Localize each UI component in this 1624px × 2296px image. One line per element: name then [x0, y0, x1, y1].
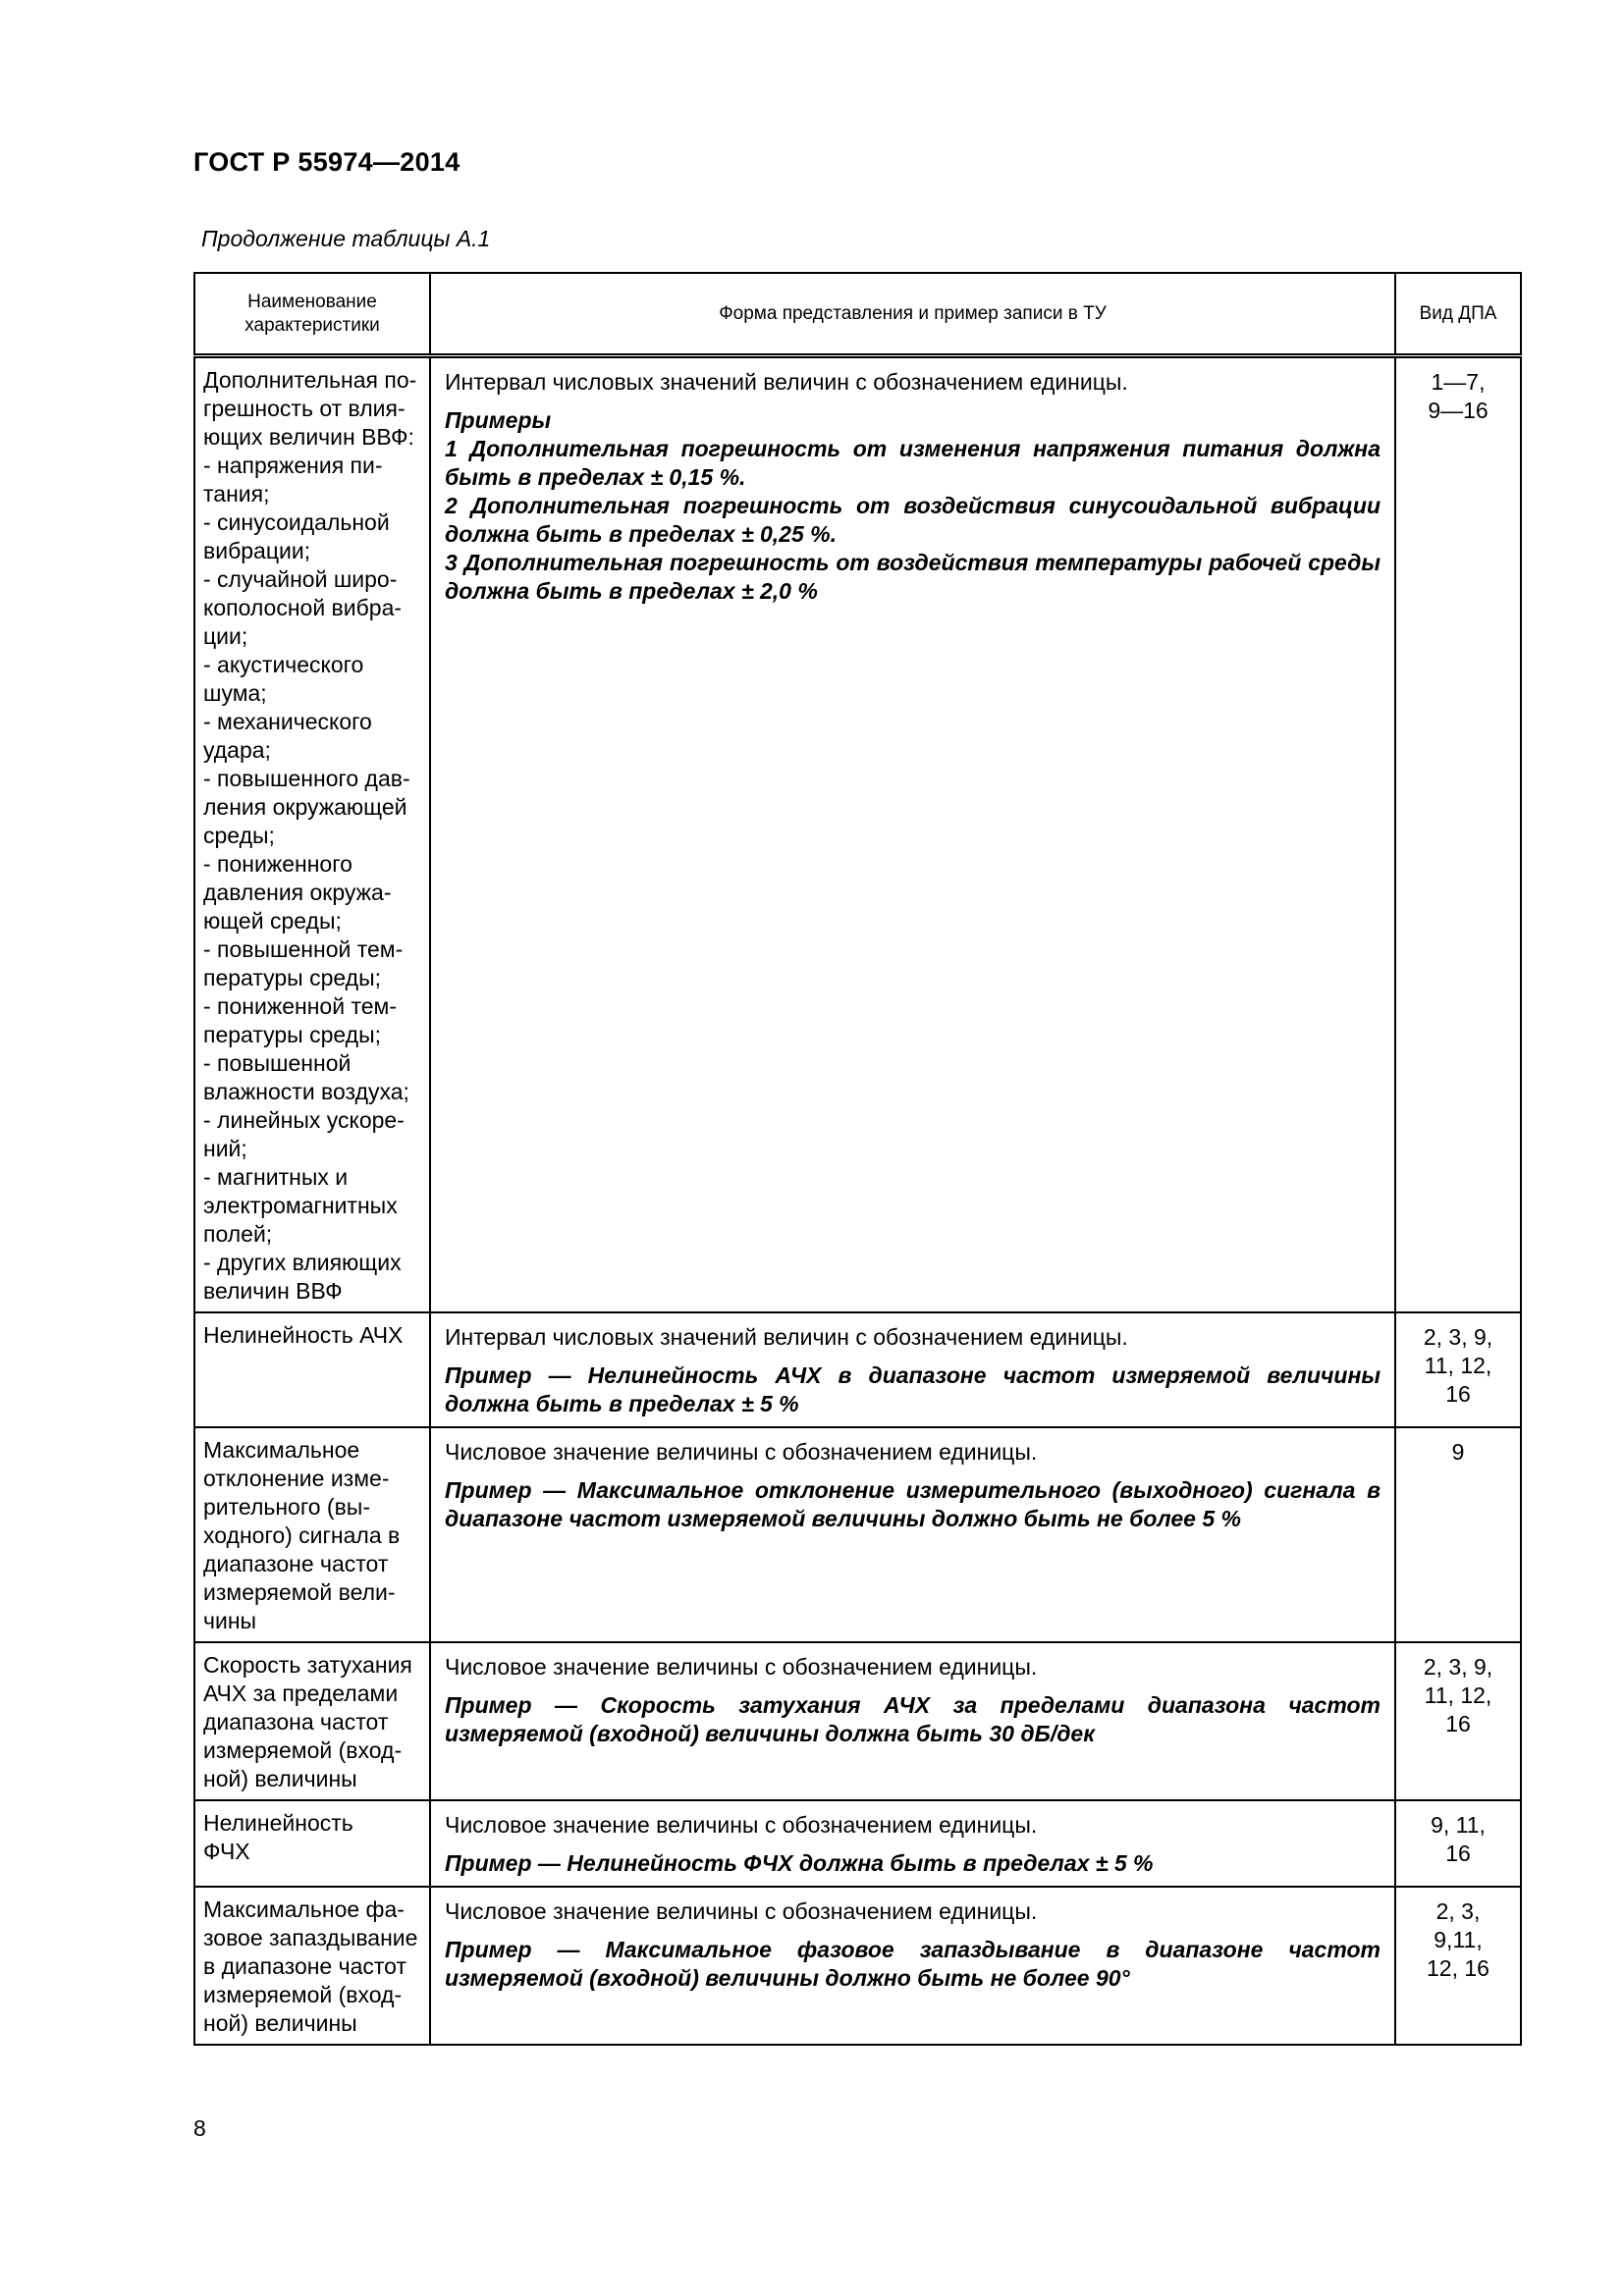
characteristic-name-line: измеряемой (вход- — [203, 1737, 403, 1763]
column-header-vid: Вид ДПА — [1395, 273, 1521, 356]
characteristics-table — [193, 272, 1522, 2046]
form-cell — [430, 1887, 1395, 2045]
example-text: Пример — Нелинейность ФЧХ должна быть в пределах ± 5 % — [445, 1850, 1154, 1876]
table-row — [194, 1887, 1521, 2045]
characteristic-name-line: - повышенного дав- — [203, 766, 410, 791]
example-text: 3 Дополнительная погрешность от воздействия температуры рабочей среды должна быть в пределах ± 2,0 % — [445, 550, 1380, 604]
characteristic-name-line: влажности воздуха; — [203, 1079, 409, 1104]
dpa-type-line: 9,11, — [1434, 1927, 1483, 1952]
characteristic-name-line: ления окружающей — [203, 794, 407, 820]
characteristic-name-line: ФЧХ — [203, 1839, 250, 1864]
document-header: ГОСТ Р 55974—2014 — [193, 147, 460, 177]
dpa-type-line: 11, 12, — [1424, 1353, 1492, 1378]
form-cell — [430, 356, 1395, 1313]
characteristic-name-cell — [194, 356, 430, 1313]
characteristic-name-line: чины — [203, 1608, 257, 1633]
example-text: 1 Дополнительная погрешность от изменения напряжения питания должна быть в пределах ± 0,15 %. — [445, 436, 1380, 490]
form-cell — [430, 1642, 1395, 1800]
form-cell — [430, 1800, 1395, 1887]
characteristic-name-line: Нелинейность АЧХ — [203, 1322, 404, 1348]
dpa-type-line: 1—7, — [1431, 369, 1486, 395]
table-row — [194, 356, 1521, 1313]
form-cell — [430, 1427, 1395, 1642]
characteristic-name-line: в диапазоне частот — [203, 1953, 406, 1979]
characteristic-name-line: измеряемой вели- — [203, 1579, 396, 1605]
representation-form-text: Числовое значение величины с обозначением единицы. — [445, 1439, 1038, 1465]
dpa-type-cell — [1395, 1800, 1521, 1887]
dpa-type-line: 9—16 — [1428, 398, 1489, 423]
dpa-type-line: 2, 3, 9, — [1423, 1654, 1493, 1680]
representation-form-text: Числовое значение величины с обозначением единицы. — [445, 1812, 1038, 1838]
table-row — [194, 1642, 1521, 1800]
characteristic-name-line: - напряжения пи- — [203, 453, 383, 478]
dpa-type-cell — [1395, 1312, 1521, 1427]
characteristic-name-line: - пониженной тем- — [203, 993, 397, 1019]
characteristic-name-line: грешность от влия- — [203, 396, 406, 421]
characteristic-name-line: электромагнитных — [203, 1193, 398, 1218]
representation-form-text: Числовое значение величины с обозначением единицы. — [445, 1898, 1038, 1924]
characteristic-name-line: - повышенной — [203, 1050, 352, 1076]
characteristic-name-line: - случайной широ- — [203, 566, 398, 592]
characteristic-name-line: ющей среды; — [203, 908, 342, 934]
characteristic-name-line: тания; — [203, 481, 270, 507]
characteristic-name-line: - линейных ускоре- — [203, 1107, 405, 1133]
dpa-type-line: 12, 16 — [1427, 1955, 1489, 1981]
characteristic-name-line: - акустического — [203, 652, 364, 677]
characteristic-name-line: - механического — [203, 709, 372, 734]
column-header-name: Наименование характеристики — [194, 273, 430, 356]
characteristic-name-cell — [194, 1312, 430, 1427]
characteristic-name-line: Дополнительная по- — [203, 367, 417, 393]
table-row — [194, 1427, 1521, 1642]
characteristic-name-line: ний; — [203, 1136, 247, 1161]
characteristic-name-cell — [194, 1642, 430, 1800]
table-row — [194, 1312, 1521, 1427]
characteristic-name-line: - повышенной тем- — [203, 936, 404, 962]
table-caption: Продолжение таблицы А.1 — [201, 226, 491, 251]
characteristic-name-cell — [194, 1427, 430, 1642]
representation-form-text: Числовое значение величины с обозначением единицы. — [445, 1654, 1038, 1680]
characteristic-name-line: Максимальное — [203, 1437, 360, 1463]
representation-form-text: Интервал числовых значений величин с обозначением единицы. — [445, 1324, 1128, 1350]
example-text: Пример — Максимальное отклонение измерительного (выходного) сигнала в диапазоне частот измеряемой величины должно быть не более 5 % — [445, 1477, 1380, 1531]
characteristic-name-line: величин ВВФ — [203, 1278, 343, 1304]
example-text: Пример — Максимальное фазовое запаздывание в диапазоне частот измеряемой (входной) величины должно быть не более 90° — [445, 1937, 1380, 1991]
characteristic-name-line: полей; — [203, 1221, 273, 1247]
characteristic-name-line: ной) величины — [203, 1766, 357, 1791]
characteristic-name-line: - синусоидальной — [203, 509, 390, 535]
characteristic-name-line: удара; — [203, 737, 271, 763]
dpa-type-line: 2, 3, 9, — [1423, 1324, 1493, 1350]
characteristic-name-cell — [194, 1887, 430, 2045]
dpa-type-cell — [1395, 1887, 1521, 2045]
dpa-type-line: 11, 12, — [1424, 1682, 1492, 1708]
table-row — [194, 1800, 1521, 1887]
dpa-type-line: 16 — [1445, 1841, 1471, 1866]
characteristic-name-line: Максимальное фа- — [203, 1896, 405, 1922]
characteristic-name-line: диапазоне частот — [203, 1551, 389, 1576]
characteristic-name-line: среды; — [203, 823, 275, 848]
dpa-type-line: 9 — [1451, 1439, 1465, 1465]
characteristic-name-line: ходного) сигнала в — [203, 1522, 401, 1548]
page-number: 8 — [193, 2115, 206, 2141]
characteristic-name-line: пературы среды; — [203, 965, 381, 990]
representation-form-text: Интервал числовых значений величин с обозначением единицы. — [445, 369, 1128, 395]
examples-heading: Примеры — [445, 407, 552, 433]
characteristic-name-line: зовое запаздывание — [203, 1925, 418, 1950]
characteristic-name-line: вибрации; — [203, 538, 311, 563]
dpa-type-cell — [1395, 356, 1521, 1313]
characteristic-name-line: Нелинейность — [203, 1810, 353, 1836]
characteristic-name-line: давления окружа- — [203, 880, 392, 905]
dpa-type-cell — [1395, 1427, 1521, 1642]
characteristic-name-line: АЧХ за пределами — [203, 1681, 399, 1706]
example-text: Пример — Нелинейность АЧХ в диапазоне частот измеряемой величины должна быть в пределах ± 5 % — [445, 1362, 1380, 1416]
characteristic-name-line: ющих величин ВВФ: — [203, 424, 414, 450]
characteristic-name-line: - пониженного — [203, 851, 352, 877]
dpa-type-cell — [1395, 1642, 1521, 1800]
dpa-type-line: 16 — [1445, 1711, 1471, 1736]
characteristic-name-cell — [194, 1800, 430, 1887]
characteristic-name-line: измеряемой (вход- — [203, 1982, 403, 2007]
characteristic-name-line: - магнитных и — [203, 1164, 349, 1190]
characteristic-name-line: ции; — [203, 623, 248, 649]
characteristic-name-line: отклонение изме- — [203, 1466, 390, 1491]
characteristic-name-line: шума; — [203, 680, 267, 706]
dpa-type-line: 16 — [1445, 1381, 1471, 1407]
characteristic-name-line: - других влияющих — [203, 1250, 402, 1275]
form-cell — [430, 1312, 1395, 1427]
column-header-form: Форма представления и пример записи в ТУ — [430, 273, 1395, 356]
characteristic-name-line: рительного (вы- — [203, 1494, 370, 1520]
characteristic-name-line: ной) величины — [203, 2010, 357, 2036]
example-text: 2 Дополнительная погрешность от воздействия синусоидальной вибрации должна быть в пределах ± 0,25 %. — [445, 493, 1380, 547]
table-header-row — [194, 273, 1521, 356]
characteristic-name-line: кополосной вибра- — [203, 595, 403, 620]
example-text: Пример — Скорость затухания АЧХ за пределами диапазона частот измеряемой (входной) величины должна быть 30 дБ/дек — [445, 1692, 1380, 1746]
dpa-type-line: 2, 3, — [1435, 1898, 1481, 1924]
dpa-type-line: 9, 11, — [1431, 1812, 1486, 1838]
table-body — [194, 356, 1521, 2046]
characteristic-name-line: пературы среды; — [203, 1022, 381, 1047]
characteristic-name-line: Скорость затухания — [203, 1652, 412, 1678]
characteristic-name-line: диапазона частот — [203, 1709, 389, 1735]
